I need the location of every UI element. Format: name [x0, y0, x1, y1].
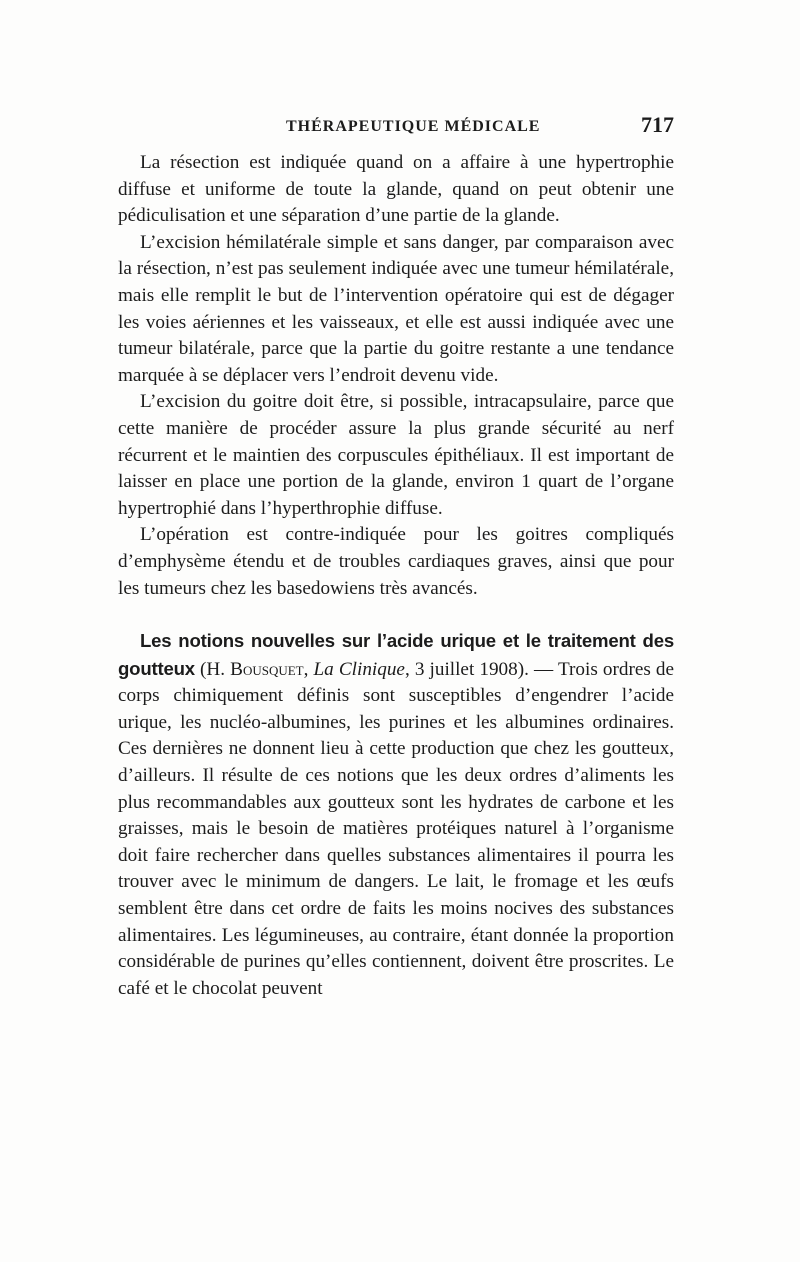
section-title: Les notions nouvelles sur l’acide urique et le traitement des goutteux — [118, 630, 674, 679]
paragraph-resection: La résection est indiquée quand on a affaire à une hypertrophie diffuse et uniforme de toute la glande, quand on peut obtenir une pédiculisation et une séparation d’une partie de la glande. — [118, 152, 674, 227]
reference-separator: , — [303, 658, 314, 680]
running-title: THÉRAPEUTIQUE MÉDICALE — [286, 118, 541, 135]
reference-journal: La Clinique — [313, 658, 405, 680]
body-text — [118, 150, 674, 1002]
paragraph-excision-hemilaterale: L’excision hémilatérale simple et sans danger, par comparaison avec la résection, n’est pas seulement indiquée avec une tumeur hémilatérale, mais elle remplit le but de l’intervention opératoire qui est de dégager les voies aériennes et les vaisseaux, et elle est aussi indiquée avec une tumeur bilatérale, parce que la partie du goitre restante a une tendance marquée à se déplacer vers l’endroit devenu vide. — [118, 231, 674, 386]
section-divider-space — [118, 602, 674, 628]
reference-date: , 3 juillet 1908). — — [404, 658, 558, 680]
page-number: 717 — [641, 112, 674, 137]
section-body: Trois ordres de corps chimiquement définis sont susceptibles d’engendrer l’acide urique, les nucléo-albumines, les purines et les albumines ordinaires. Ces dernières ne donnent lieu à cette production que chez les goutteux, d’ailleurs. Il résulte de ces notions que les deux ordres d’aliments les plus recommandables aux goutteux sont les hydrates de carbone et les graisses, mais le besoin de matières protéiques naturel à l’organisme doit faire rechercher dans quelles substances alimentaires il pourra les trouver avec le minimum de dangers. Le lait, le fromage et les œufs semblent être dans cet ordre de faits les moins nocives des substances alimentaires. Les légumineuses, au contraire, étant donnée la proportion considérable de purines qu’elles contiennent, doivent être proscrites. Le café et le chocolat peuvent — [118, 658, 675, 999]
paragraph-contre-indication: L’opération est contre-indiquée pour les goitres compliqués d’emphysème étendu et de troubles cardiaques graves, ainsi que pour les tumeurs chez les basedowiens très avancés. — [118, 524, 674, 599]
reference-open: (H. — [194, 658, 231, 680]
section-paragraph — [118, 628, 674, 1002]
paragraph-excision-intracapsulaire: L’excision du goitre doit être, si possible, intracapsulaire, parce que cette manière de procéder assure la plus grande sécurité au nerf récurrent et le maintien des corpuscules épithéliaux. Il est important de laisser en place une portion de la glande, environ 1 quart de l’organe hypertrophié dans l’hyperthrophie diffuse. — [118, 391, 674, 519]
reference-author: Bousquet — [230, 658, 304, 680]
page-header — [118, 112, 674, 142]
